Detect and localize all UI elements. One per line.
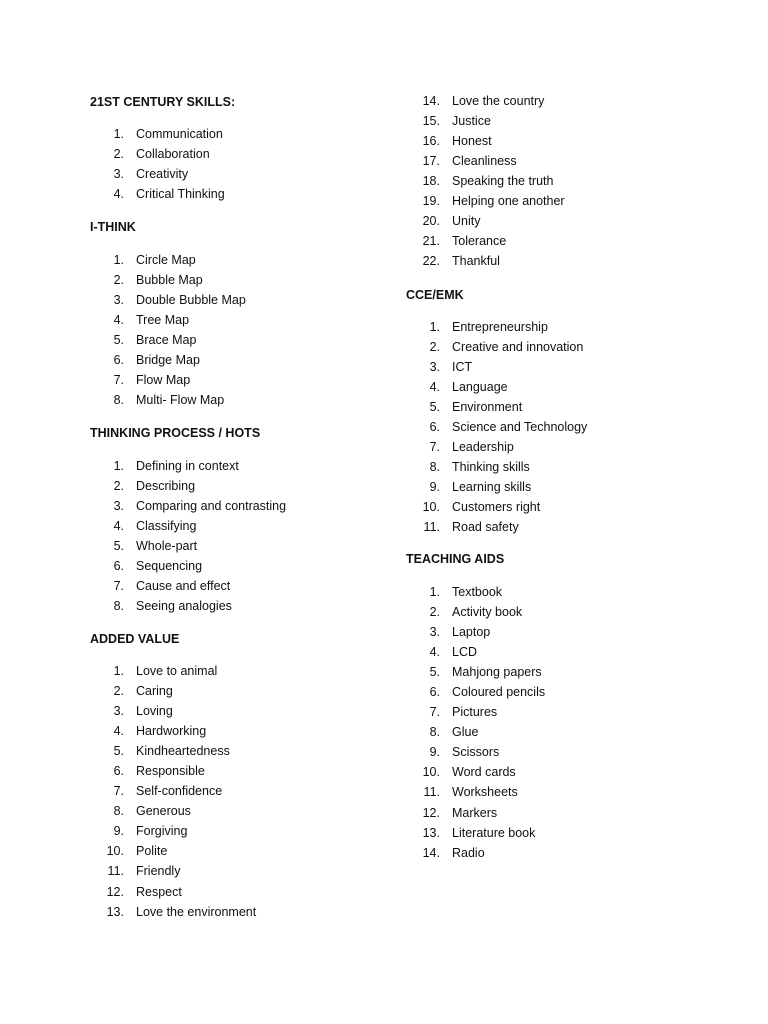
section-heading-21st-century-skills: 21ST CENTURY SKILLS: [90, 95, 236, 109]
section-heading-added-value: ADDED VALUE [90, 632, 180, 646]
section-heading-cce-emk: CCE/EMK [406, 288, 464, 302]
section-heading-i-think: I-THINK [90, 220, 136, 234]
section-heading-teaching-aids: TEACHING AIDS [406, 552, 505, 566]
section-heading-thinking-process: THINKING PROCESS / HOTS [90, 426, 261, 440]
